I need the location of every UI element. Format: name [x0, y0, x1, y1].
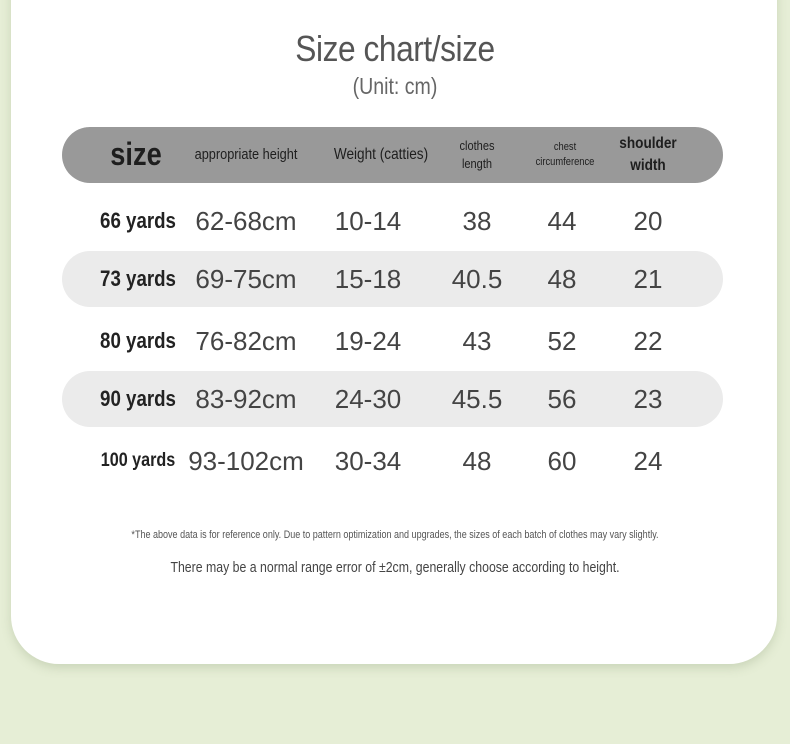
table-header [62, 127, 723, 183]
page-title: Size chart/size [295, 28, 495, 69]
unit-subtitle: (Unit: cm) [352, 73, 438, 99]
row-size: 90 yards [100, 386, 176, 411]
header-shoulder-line2: width [630, 157, 666, 174]
header-chest-circumference [524, 127, 606, 183]
row-chest: 44 [547, 205, 577, 236]
header-clothes-length-line1: clothes [459, 138, 495, 154]
row-height: 93-102cm [188, 445, 304, 476]
row-chest: 48 [547, 263, 577, 294]
row-chest: 56 [547, 383, 577, 414]
row-weight: 15-18 [334, 263, 402, 294]
header-chest-line1: chest [553, 141, 577, 154]
table-row [62, 193, 723, 249]
row-shoulder: 20 [633, 205, 663, 236]
table-row [62, 251, 723, 307]
row-chest: 52 [547, 325, 577, 356]
disclaimer-note: *The above data is for reference only. Due to pattern optimization and upgrades, the sizes of each batch of clothes may vary slightly. [131, 529, 659, 541]
row-height: 69-75cm [195, 263, 297, 294]
row-height: 62-68cm [195, 205, 297, 236]
row-weight: 10-14 [334, 205, 402, 236]
row-shoulder: 21 [633, 263, 663, 294]
row-length: 38 [462, 205, 492, 236]
header-size: size [110, 136, 162, 173]
row-size: 73 yards [100, 266, 176, 291]
row-length: 45.5 [451, 383, 503, 414]
header-clothes-length-line2: length [461, 156, 493, 171]
row-length: 40.5 [451, 263, 503, 294]
header-appropriate-height: appropriate height [194, 145, 298, 163]
error-range-note: There may be a normal range error of ±2cm, generally choose according to height. [170, 559, 620, 576]
header-weight: Weight (catties) [333, 146, 429, 164]
row-weight: 19-24 [334, 325, 402, 356]
row-weight: 30-34 [334, 445, 402, 476]
row-shoulder: 23 [633, 383, 663, 414]
row-height: 83-92cm [195, 383, 297, 414]
row-size: 80 yards [100, 328, 176, 353]
table-row [62, 433, 723, 489]
row-shoulder: 22 [633, 325, 663, 356]
table-row [62, 313, 723, 369]
header-clothes-length [447, 127, 507, 183]
row-chest: 60 [547, 445, 577, 476]
row-size: 66 yards [100, 208, 176, 233]
row-height: 76-82cm [195, 325, 297, 356]
row-shoulder: 24 [633, 445, 663, 476]
header-chest-line2: circumference [535, 156, 595, 168]
row-size: 100 yards [100, 450, 176, 471]
header-shoulder-line1: shoulder [619, 135, 677, 153]
row-weight: 24-30 [334, 383, 402, 414]
table-row [62, 371, 723, 427]
row-length: 48 [462, 445, 492, 476]
header-shoulder-width [616, 127, 681, 183]
row-length: 43 [462, 325, 492, 356]
